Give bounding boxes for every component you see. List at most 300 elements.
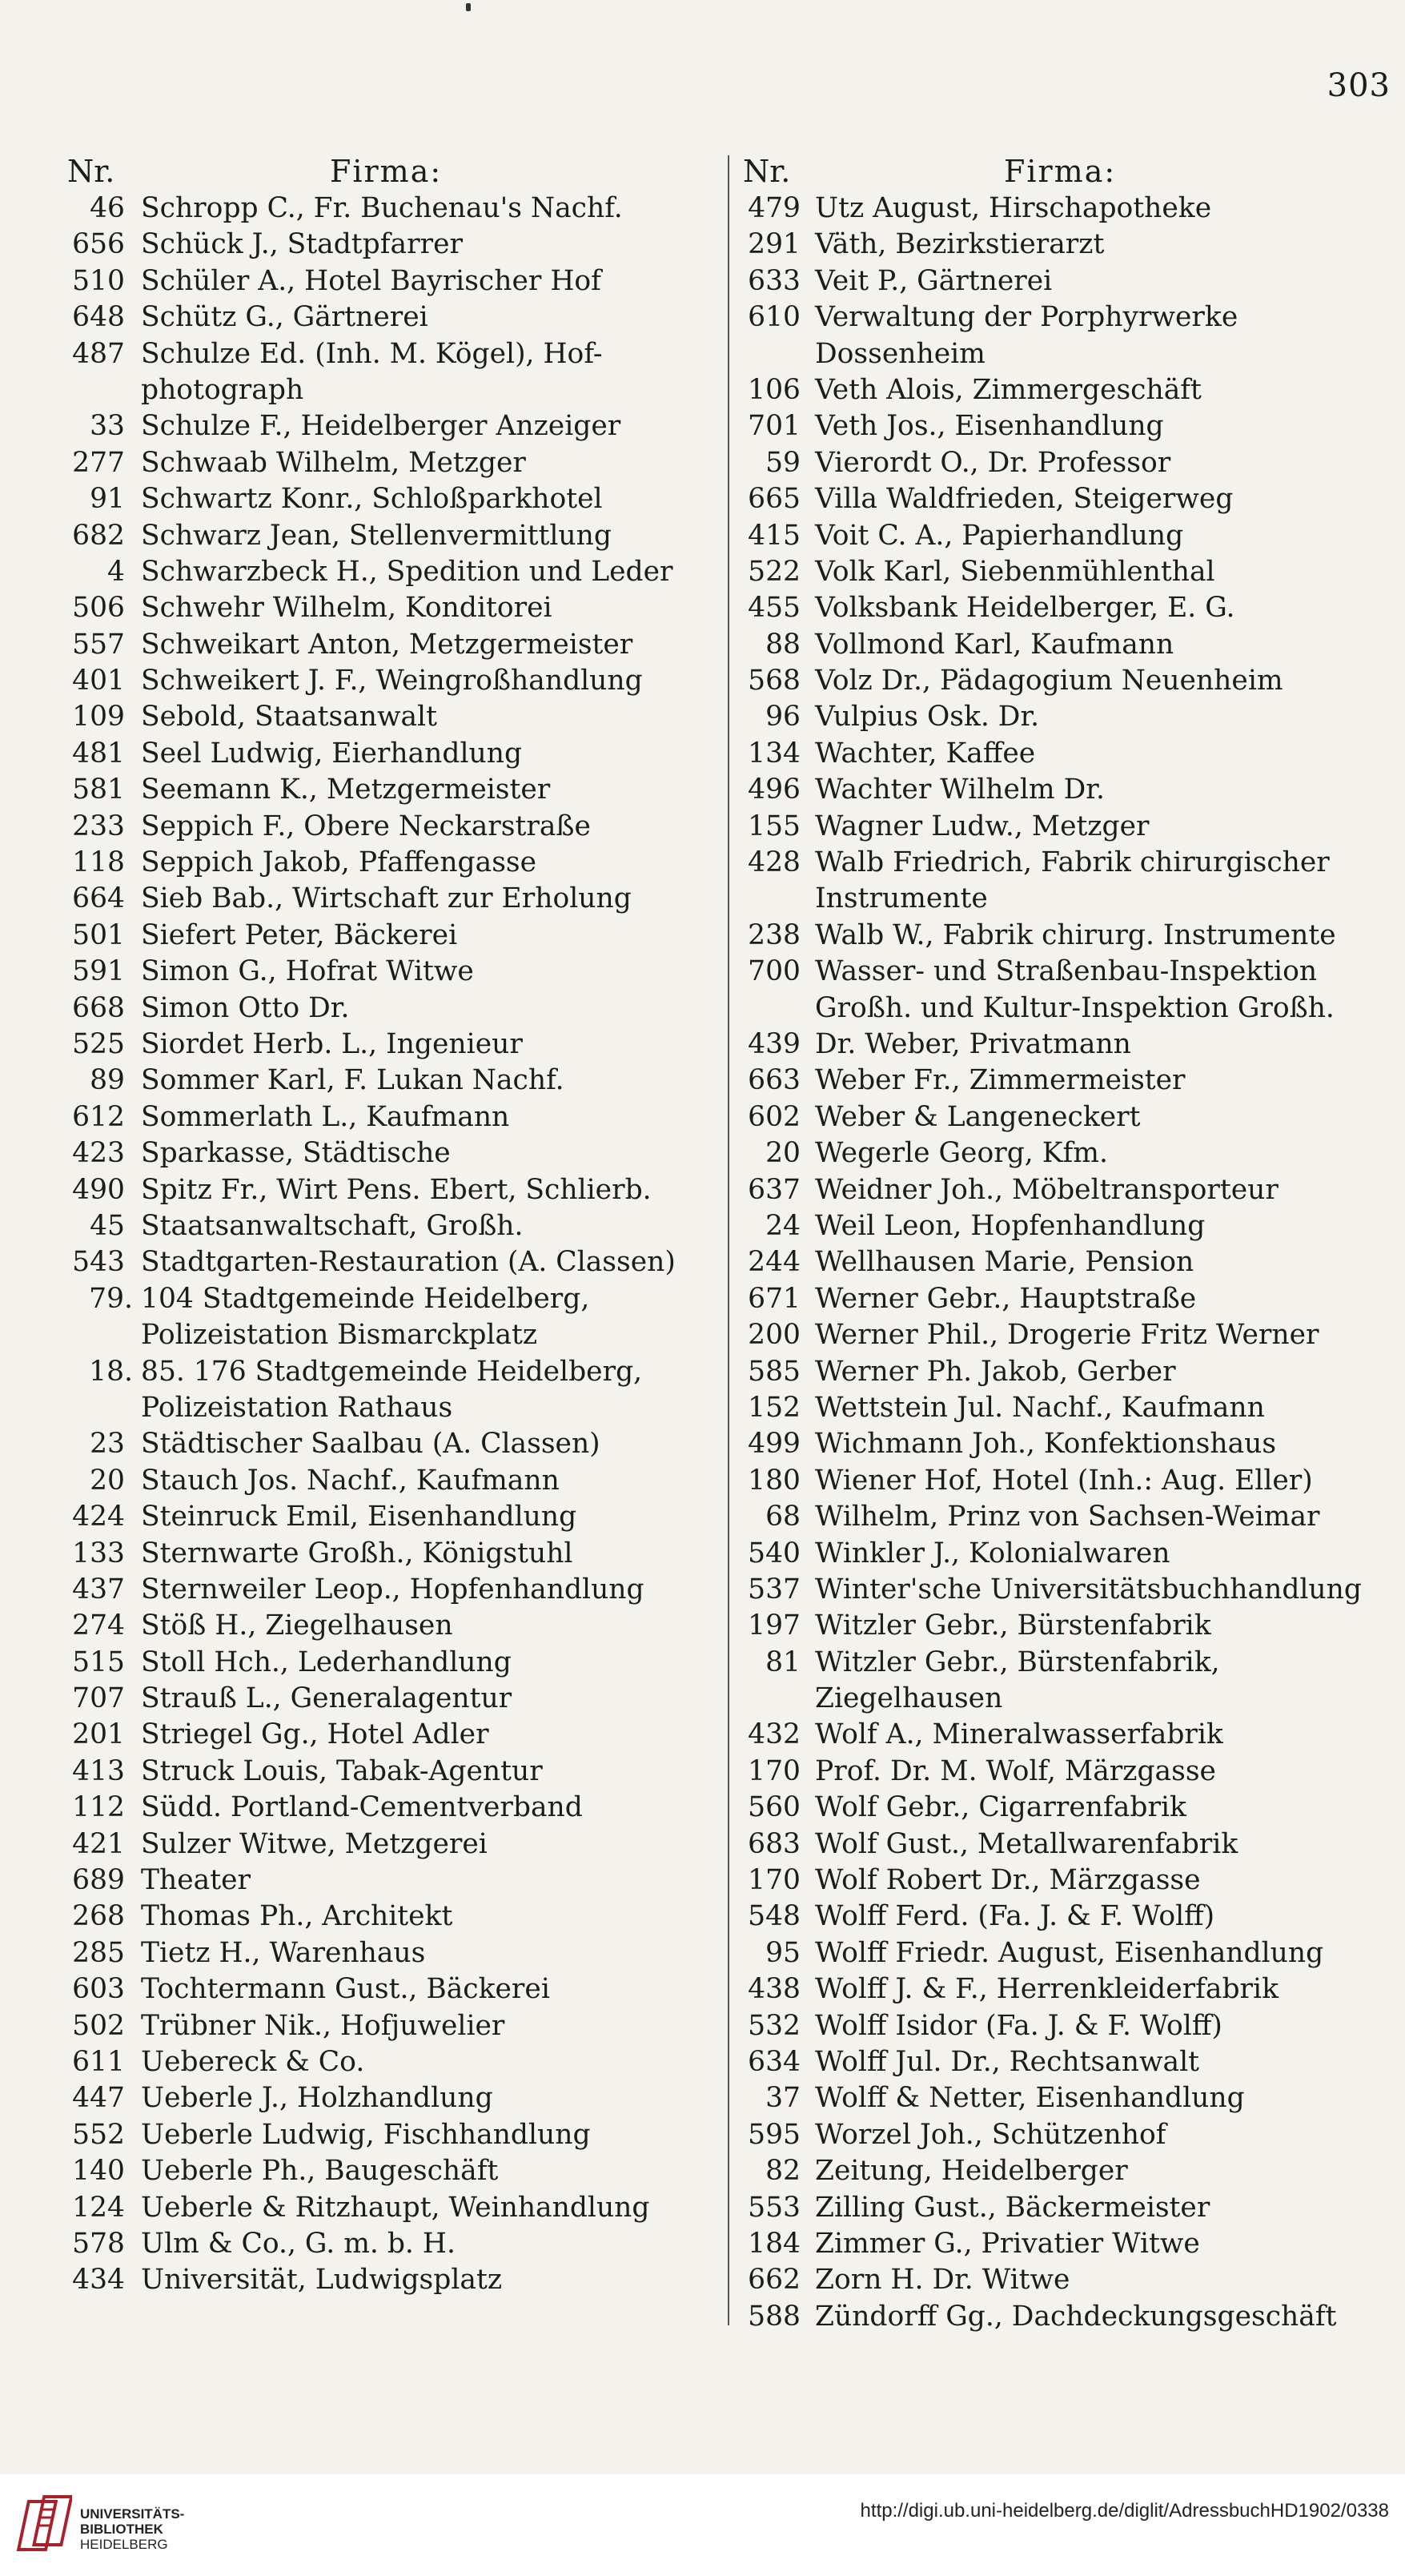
entry-firm-name: Steinruck Emil, Eisenhandlung	[141, 1501, 577, 1533]
entry-firm-name: Schüler A., Hotel Bayrischer Hof	[141, 264, 601, 297]
directory-entry	[58, 918, 722, 954]
entry-number: 421	[72, 1827, 125, 1860]
entry-firm-name: Seppich F., Obere Neckarstraße	[141, 810, 591, 842]
entry-firm-name: Stadtgarten-Restauration (A. Classen)	[141, 1246, 676, 1279]
directory-entry	[58, 1135, 722, 1171]
entry-number: 663	[748, 1064, 801, 1097]
directory-entry	[738, 1536, 1396, 1572]
entry-firm-name: Sulzer Witwe, Metzgerei	[141, 1827, 488, 1860]
directory-entry	[738, 1935, 1396, 1971]
directory-entry	[58, 1063, 722, 1099]
entry-number: 140	[72, 2155, 125, 2188]
directory-entry	[58, 663, 722, 699]
entry-firm-name: Seppich Jakob, Pfaffengasse	[141, 846, 537, 879]
entry-firm-name: Schulze F., Heidelberger Anzeiger	[141, 410, 621, 443]
institution-line: UNIVERSITÄTS-	[80, 2506, 185, 2522]
directory-entry	[738, 1244, 1396, 1280]
directory-entry	[738, 299, 1396, 372]
entry-firm-name: Dr. Weber, Privatmann	[815, 1028, 1131, 1061]
directory-entry	[58, 627, 722, 663]
entry-number: 553	[748, 2191, 801, 2224]
entry-firm-name: Zimmer G., Privatier Witwe	[815, 2227, 1200, 2260]
page-number: 303	[1327, 67, 1391, 104]
entry-number: 602	[748, 1100, 801, 1133]
entry-firm-name: Werner Ph. Jakob, Gerber	[815, 1355, 1176, 1388]
entry-firm-name: Väth, Bezirkstierarzt	[815, 228, 1105, 261]
directory-entry	[58, 1208, 722, 1244]
entry-number: 79.	[89, 1282, 133, 1315]
directory-entry	[738, 372, 1396, 408]
entry-number: 447	[72, 2082, 125, 2115]
entry-firm-name: Veth Alois, Zimmergeschäft	[815, 373, 1202, 406]
directory-entry	[738, 1426, 1396, 1462]
entry-number: 522	[748, 555, 801, 588]
directory-entry	[58, 881, 722, 917]
directory-entry	[58, 1608, 722, 1644]
entry-firm-name: Sommer Karl, F. Lukan Nachf.	[141, 1064, 564, 1097]
directory-entry	[58, 1717, 722, 1753]
entry-number: 648	[72, 301, 125, 334]
entry-number: 88	[765, 628, 801, 661]
entry-number: 133	[72, 1537, 125, 1569]
directory-entry	[58, 408, 722, 444]
entry-number: 664	[72, 882, 125, 915]
directory-entry	[738, 1754, 1396, 1790]
directory-entry	[58, 1426, 722, 1462]
firma-heading: Firma:	[330, 154, 443, 189]
right-column	[738, 152, 1396, 2335]
entry-firm-name: Wolff Friedr. August, Eisenhandlung	[815, 1936, 1324, 1969]
directory-entry	[58, 1463, 722, 1499]
entry-number: 560	[748, 1791, 801, 1824]
directory-entry	[58, 954, 722, 990]
entry-firm-name: Ueberle J., Holzhandlung	[141, 2082, 493, 2115]
directory-entry	[738, 1027, 1396, 1063]
directory-entry	[738, 1971, 1396, 2007]
entry-firm-name: Worzel Joh., Schützenhof	[815, 2118, 1166, 2151]
entry-firm-name: Theater	[141, 1864, 251, 1897]
entry-number: 707	[72, 1682, 125, 1715]
entry-number: 109	[72, 701, 125, 733]
entry-firm-name: Wolf Gust., Metallwarenfabrik	[815, 1827, 1238, 1860]
entry-firm-name: Spitz Fr., Wirt Pens. Ebert, Schlierb.	[141, 1173, 652, 1206]
entry-number: 591	[72, 955, 125, 988]
directory-entry	[738, 627, 1396, 663]
directory-entry	[58, 481, 722, 517]
entry-number: 4	[107, 555, 125, 588]
entry-number: 106	[748, 373, 801, 406]
entry-firm-name: Schwarz Jean, Stellenvermittlung	[141, 519, 612, 552]
directory-entry	[738, 845, 1396, 918]
entry-number: 238	[748, 918, 801, 951]
directory-entry	[738, 1899, 1396, 1935]
entry-firm-name: Seel Ludwig, Eierhandlung	[141, 737, 523, 770]
directory-entry	[58, 845, 722, 881]
entry-number: 274	[72, 1609, 125, 1642]
entry-firm-name: Sommerlath L., Kaufmann	[141, 1100, 510, 1133]
entry-number: 612	[72, 1100, 125, 1133]
entry-firm-name: Wolf Gebr., Cigarrenfabrik	[815, 1791, 1186, 1824]
directory-entry	[738, 1281, 1396, 1317]
entry-number: 155	[748, 810, 801, 842]
directory-entry	[738, 1717, 1396, 1753]
entry-firm-name: Schulze Ed. (Inh. M. Kögel), Hof-photograph	[141, 337, 603, 406]
entry-firm-name: Seemann K., Metzgermeister	[141, 774, 551, 806]
entry-number: 525	[72, 1028, 125, 1060]
entry-firm-name: Wolff J. & F., Herrenkleiderfabrik	[815, 1973, 1279, 2006]
entry-number: 20	[765, 1137, 801, 1170]
entry-number: 656	[72, 228, 125, 261]
directory-entry	[58, 2190, 722, 2226]
directory-entry	[58, 1027, 722, 1063]
directory-entry	[58, 2117, 722, 2153]
entry-number: 277	[72, 446, 125, 479]
directory-entry	[738, 1790, 1396, 1826]
entry-number: 595	[748, 2118, 801, 2151]
directory-entry	[58, 2226, 722, 2262]
entry-number: 268	[72, 1900, 125, 1933]
entry-firm-name: Zündorff Gg., Dachdeckungsgeschäft	[815, 2300, 1337, 2333]
directory-entry	[738, 772, 1396, 808]
entry-number: 33	[90, 410, 125, 443]
entry-firm-name: Sparkasse, Städtische	[141, 1137, 451, 1170]
directory-entry	[738, 2008, 1396, 2044]
entry-number: 682	[72, 519, 125, 552]
entry-firm-name: Walb W., Fabrik chirurg. Instrumente	[815, 918, 1336, 951]
entry-number: 68	[765, 1501, 801, 1533]
entry-firm-name: Universität, Ludwigsplatz	[141, 2264, 502, 2297]
entry-number: 91	[90, 483, 125, 516]
entry-number: 244	[748, 1246, 801, 1279]
entry-number: 197	[748, 1609, 801, 1642]
directory-entry	[58, 1827, 722, 1863]
entry-number: 487	[72, 337, 125, 370]
entry-number: 118	[72, 846, 125, 879]
directory-entry	[738, 2153, 1396, 2189]
entry-firm-name: Vierordt O., Dr. Professor	[815, 446, 1171, 479]
entry-firm-name: Witzler Gebr., Bürstenfabrik	[815, 1609, 1211, 1642]
directory-entry	[58, 772, 722, 808]
entry-firm-name: Volksbank Heidelberger, E. G.	[815, 592, 1235, 625]
entry-number: 540	[748, 1537, 801, 1569]
entry-firm-name: Schweikart Anton, Metzgermeister	[141, 628, 633, 661]
entry-firm-name: Weil Leon, Hopfenhandlung	[815, 1209, 1206, 1242]
directory-entry	[738, 590, 1396, 626]
directory-entry	[58, 2008, 722, 2044]
entry-number: 24	[765, 1209, 801, 1242]
entry-firm-name: Tochtermann Gust., Bäckerei	[141, 1973, 550, 2006]
entry-firm-name: Wiener Hof, Hotel (Inh.: Aug. Eller)	[815, 1464, 1313, 1497]
entry-number: 634	[748, 2045, 801, 2078]
entry-number: 424	[72, 1501, 125, 1533]
entry-firm-name: Weber & Langeneckert	[815, 1100, 1141, 1133]
entry-firm-name: Wachter Wilhelm Dr.	[815, 774, 1105, 806]
directory-entry	[738, 699, 1396, 735]
institution-line: HEIDELBERG	[80, 2537, 168, 2552]
entry-number: 59	[765, 446, 801, 479]
directory-entry	[58, 2080, 722, 2116]
institution-name	[80, 2506, 184, 2552]
entry-number: 200	[748, 1319, 801, 1352]
entry-number: 700	[748, 955, 801, 988]
directory-entry	[58, 445, 722, 481]
directory-entry	[738, 809, 1396, 845]
entry-firm-name: Wettstein Jul. Nachf., Kaufmann	[815, 1391, 1265, 1424]
entry-firm-name: Schwartz Konr., Schloßparkhotel	[141, 483, 603, 516]
entry-firm-name: Veth Jos., Eisenhandlung	[815, 410, 1164, 443]
entry-firm-name: Zilling Gust., Bäckermeister	[815, 2191, 1210, 2224]
entry-number: 152	[748, 1391, 801, 1424]
entry-firm-name: 85. 176 Stadtgemeinde Heidelberg, Polizeistation Rathaus	[141, 1355, 643, 1424]
entry-firm-name: Zorn H. Dr. Witwe	[815, 2264, 1070, 2297]
directory-entry	[58, 1536, 722, 1572]
entry-number: 532	[748, 2009, 801, 2042]
entry-number: 180	[748, 1464, 801, 1497]
directory-entry	[58, 1572, 722, 1608]
entry-number: 510	[72, 264, 125, 297]
entry-firm-name: Sebold, Staatsanwalt	[141, 701, 437, 733]
directory-entry	[58, 590, 722, 626]
library-logo-icon[interactable]	[16, 2494, 72, 2556]
directory-entry	[738, 1354, 1396, 1390]
directory-entry	[58, 2153, 722, 2189]
entry-firm-name: Volz Dr., Pädagogium Neuenheim	[815, 665, 1283, 697]
directory-entry	[738, 227, 1396, 263]
directory-entry	[738, 481, 1396, 517]
footer-bar	[0, 2474, 1405, 2576]
entry-firm-name: Schwehr Wilhelm, Konditorei	[141, 592, 552, 625]
directory-entry	[58, 518, 722, 554]
entry-firm-name: Wichmann Joh., Konfektionshaus	[815, 1428, 1277, 1461]
entry-number: 184	[748, 2227, 801, 2260]
directory-entry	[58, 1281, 722, 1354]
column-divider	[728, 155, 729, 2325]
entry-firm-name: Walb Friedrich, Fabrik chirurgischer Instrumente	[815, 846, 1330, 915]
entry-firm-name: Ueberle & Ritzhaupt, Weinhandlung	[141, 2191, 650, 2224]
directory-entry	[738, 2190, 1396, 2226]
entry-number: 578	[72, 2227, 125, 2260]
entry-firm-name: Siefert Peter, Bäckerei	[141, 918, 458, 951]
entry-number: 423	[72, 1137, 125, 1170]
directory-entry	[58, 991, 722, 1027]
directory-entry	[58, 1645, 722, 1681]
entry-number: 438	[748, 1973, 801, 2006]
entry-firm-name: Sternwarte Großh., Königstuhl	[141, 1537, 573, 1569]
entry-number: 46	[90, 192, 125, 224]
entry-number: 233	[72, 810, 125, 842]
entry-firm-name: Weber Fr., Zimmermeister	[815, 1064, 1186, 1097]
entry-number: 496	[748, 774, 801, 806]
entry-firm-name: Strauß L., Generalagentur	[141, 1682, 512, 1715]
entry-firm-name: Wolff Isidor (Fa. J. & F. Wolff)	[815, 2009, 1222, 2042]
entry-number: 588	[748, 2300, 801, 2333]
nr-heading: Nr.	[743, 154, 791, 189]
entry-firm-name: Utz August, Hirschapotheke	[815, 192, 1212, 224]
entry-number: 537	[748, 1573, 801, 1605]
entry-number: 428	[748, 846, 801, 879]
entry-firm-name: Siordet Herb. L., Ingenieur	[141, 1028, 523, 1060]
entry-number: 611	[72, 2045, 125, 2078]
entry-firm-name: Vollmond Karl, Kaufmann	[815, 628, 1174, 661]
entry-firm-name: Verwaltung der Porphyrwerke Dossenheim	[815, 301, 1238, 370]
entry-number: 568	[748, 665, 801, 697]
entry-firm-name: Wagner Ludw., Metzger	[815, 810, 1150, 842]
entry-number: 543	[72, 1246, 125, 1279]
entry-firm-name: Winter'sche Universitätsbuchhandlung	[815, 1573, 1362, 1605]
entry-number: 20	[90, 1464, 125, 1497]
entry-firm-name: Städtischer Saalbau (A. Classen)	[141, 1428, 600, 1461]
directory-entry	[738, 1499, 1396, 1535]
directory-entry	[738, 1463, 1396, 1499]
directory-entry	[738, 2299, 1396, 2335]
directory-entry	[58, 809, 722, 845]
directory-entry	[58, 699, 722, 735]
entry-number: 18.	[89, 1355, 133, 1388]
directory-entry	[738, 918, 1396, 954]
entry-firm-name: Werner Gebr., Hauptstraße	[815, 1282, 1197, 1315]
entry-number: 413	[72, 1754, 125, 1787]
entry-number: 437	[72, 1573, 125, 1605]
entry-firm-name: Vulpius Osk. Dr.	[815, 701, 1040, 733]
entry-firm-name: Wasser- und Straßenbau-Inspektion Großh. und Kultur-Inspektion Großh.	[815, 955, 1335, 1024]
directory-entry	[738, 554, 1396, 590]
directory-entry	[738, 191, 1396, 227]
entry-number: 665	[748, 483, 801, 516]
directory-entry	[738, 2117, 1396, 2153]
entry-number: 81	[765, 1646, 801, 1678]
entry-number: 581	[72, 774, 125, 806]
entry-firm-name: Staatsanwaltschaft, Großh.	[141, 1209, 524, 1242]
entry-number: 501	[72, 918, 125, 951]
entry-firm-name: Wilhelm, Prinz von Sachsen-Weimar	[815, 1501, 1320, 1533]
entry-firm-name: Prof. Dr. M. Wolf, Märzgasse	[815, 1754, 1216, 1787]
directory-entry	[738, 1099, 1396, 1135]
entry-firm-name: Tietz H., Warenhaus	[141, 1936, 426, 1969]
entry-number: 515	[72, 1646, 125, 1678]
left-entry-list	[58, 191, 722, 2299]
entry-firm-name: Wolff Ferd. (Fa. J. & F. Wolff)	[815, 1900, 1215, 1933]
entry-number: 479	[748, 192, 801, 224]
entry-number: 89	[90, 1064, 125, 1097]
directory-entry	[58, 1681, 722, 1717]
left-column	[58, 152, 722, 2299]
entry-firm-name: Wegerle Georg, Kfm.	[815, 1137, 1108, 1170]
entry-number: 633	[748, 264, 801, 297]
directory-entry	[58, 736, 722, 772]
directory-entry	[58, 1971, 722, 2007]
entry-number: 557	[72, 628, 125, 661]
directory-entry	[58, 1099, 722, 1135]
entry-number: 434	[72, 2264, 125, 2297]
directory-entry	[58, 1244, 722, 1280]
directory-entry	[738, 2226, 1396, 2262]
directory-entry	[738, 1135, 1396, 1171]
directory-entry	[738, 1827, 1396, 1863]
entry-number: 432	[748, 1718, 801, 1751]
directory-entry	[58, 1790, 722, 1826]
nr-heading: Nr.	[67, 154, 115, 189]
entry-number: 603	[72, 1973, 125, 2006]
entry-firm-name: Wolff & Netter, Eisenhandlung	[815, 2082, 1245, 2115]
entry-number: 45	[90, 1209, 125, 1242]
entry-number: 490	[72, 1173, 125, 1206]
entry-firm-name: Stauch Jos. Nachf., Kaufmann	[141, 1464, 560, 1497]
directory-entry	[58, 1172, 722, 1208]
entry-number: 401	[72, 665, 125, 697]
entry-number: 134	[748, 737, 801, 770]
entry-number: 548	[748, 1900, 801, 1933]
entry-firm-name: Striegel Gg., Hotel Adler	[141, 1718, 489, 1751]
entry-firm-name: Trübner Nik., Hofjuwelier	[141, 2009, 505, 2042]
entry-firm-name: Schwaab Wilhelm, Metzger	[141, 446, 526, 479]
directory-entry	[738, 408, 1396, 444]
entry-number: 683	[748, 1827, 801, 1860]
entry-number: 552	[72, 2118, 125, 2151]
entry-firm-name: Weidner Joh., Möbeltransporteur	[815, 1173, 1279, 1206]
directory-entry	[58, 191, 722, 227]
directory-entry	[738, 2262, 1396, 2298]
entry-firm-name: Wolff Jul. Dr., Rechtsanwalt	[815, 2045, 1199, 2078]
entry-firm-name: Ulm & Co., G. m. b. H.	[141, 2227, 456, 2260]
source-url-link[interactable]: http://digi.ub.uni-heidelberg.de/diglit/AdressbuchHD1902/0338	[860, 2500, 1389, 2522]
entry-firm-name: 104 Stadtgemeinde Heidelberg, Polizeistation Bismarckplatz	[141, 1282, 590, 1352]
entry-firm-name: Schwarzbeck H., Spedition und Leder	[141, 555, 673, 588]
right-column-header	[738, 152, 1396, 191]
entry-number: 610	[748, 301, 801, 334]
directory-entry	[738, 1608, 1396, 1644]
entry-firm-name: Wellhausen Marie, Pension	[815, 1246, 1194, 1279]
directory-entry	[738, 1172, 1396, 1208]
entry-number: 415	[748, 519, 801, 552]
entry-firm-name: Schweikert J. F., Weingroßhandlung	[141, 665, 643, 697]
directory-entry	[58, 1899, 722, 1935]
entry-number: 668	[72, 991, 125, 1024]
entry-firm-name: Sternweiler Leop., Hopfenhandlung	[141, 1573, 644, 1605]
entry-firm-name: Voit C. A., Papierhandlung	[815, 519, 1184, 552]
entry-number: 95	[765, 1936, 801, 1969]
entry-number: 96	[765, 701, 801, 733]
entry-number: 637	[748, 1173, 801, 1206]
entry-number: 689	[72, 1864, 125, 1897]
directory-entry	[58, 1754, 722, 1790]
directory-entry	[58, 263, 722, 299]
directory-entry	[58, 336, 722, 409]
ink-speck	[466, 3, 471, 11]
entry-number: 170	[748, 1754, 801, 1787]
entry-firm-name: Sieb Bab., Wirtschaft zur Erholung	[141, 882, 632, 915]
entry-firm-name: Uebereck & Co.	[141, 2045, 365, 2078]
entry-firm-name: Ueberle Ph., Baugeschäft	[141, 2155, 499, 2188]
entry-number: 585	[748, 1355, 801, 1388]
directory-entry	[58, 2044, 722, 2080]
entry-number: 502	[72, 2009, 125, 2042]
directory-entry	[738, 663, 1396, 699]
entry-firm-name: Struck Louis, Tabak-Agentur	[141, 1754, 543, 1787]
directory-entry	[738, 736, 1396, 772]
institution-line: BIBLIOTHEK	[80, 2522, 163, 2537]
entry-number: 506	[72, 592, 125, 625]
directory-entry	[738, 445, 1396, 481]
directory-entry	[738, 2044, 1396, 2080]
entry-firm-name: Villa Waldfrieden, Steigerweg	[815, 483, 1234, 516]
firma-heading: Firma:	[1004, 154, 1117, 189]
entry-firm-name: Simon Otto Dr.	[141, 991, 350, 1024]
entry-firm-name: Volk Karl, Siebenmühlenthal	[815, 555, 1215, 588]
entry-number: 201	[72, 1718, 125, 1751]
entry-firm-name: Schütz G., Gärtnerei	[141, 301, 428, 334]
directory-entry	[738, 1645, 1396, 1718]
entry-number: 23	[90, 1428, 125, 1461]
